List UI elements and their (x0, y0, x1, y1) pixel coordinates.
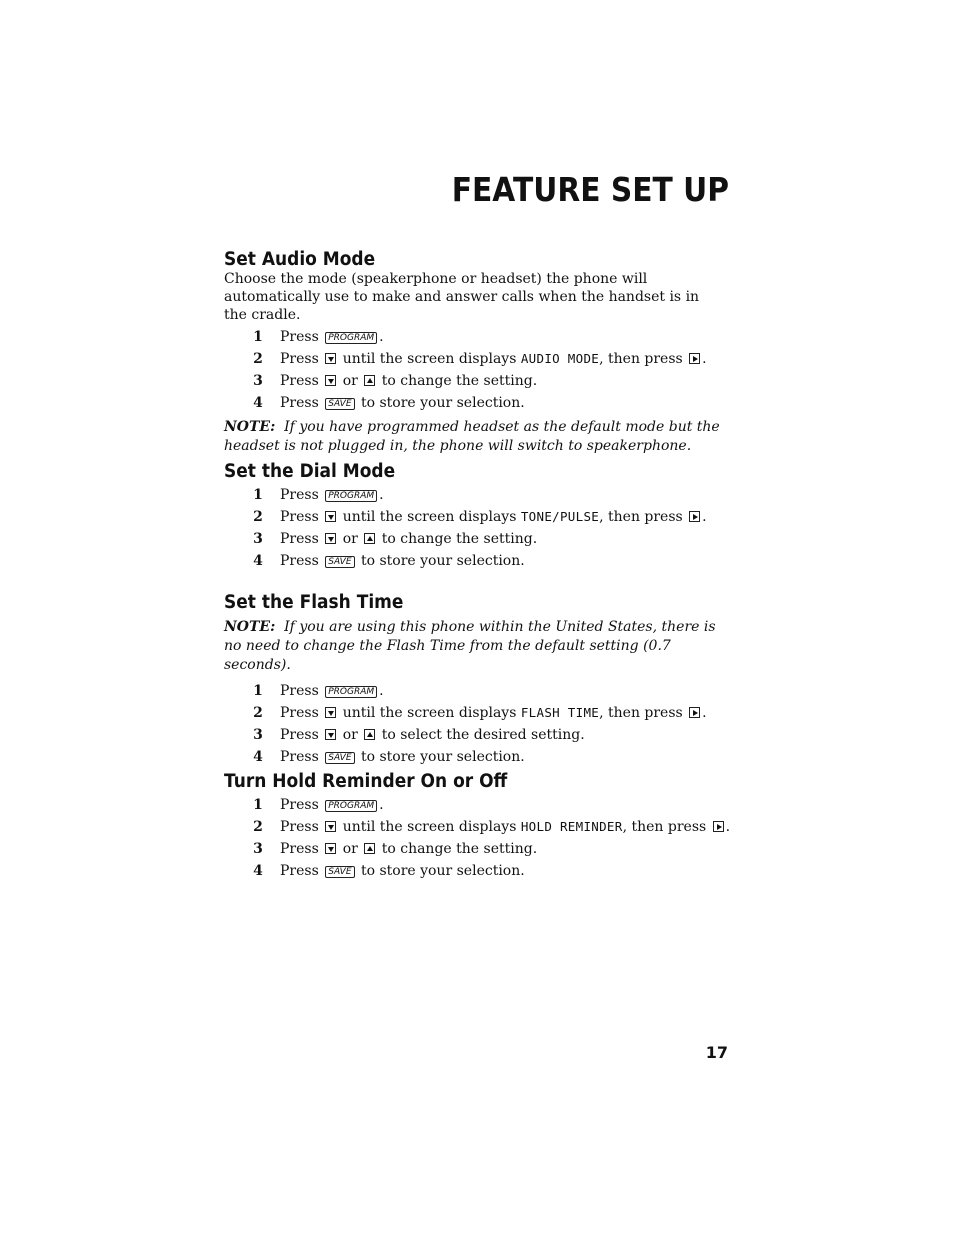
step-item: 1 Press PROGRAM . (224, 680, 724, 702)
step-item: 1 Press PROGRAM . (224, 484, 724, 506)
step-list (224, 326, 724, 414)
section-flash-time (224, 591, 724, 768)
save-key: SAVE (325, 752, 354, 764)
save-key: SAVE (325, 398, 354, 410)
step-number: 1 (253, 329, 263, 345)
note-text: If you have programmed headset as the default mode but the headset is not plugged in, the phone will switch to speakerphone. (224, 419, 720, 454)
step-number: 4 (253, 749, 263, 765)
down-arrow-key-icon (325, 707, 336, 718)
up-arrow-key-icon (364, 533, 375, 544)
right-arrow-key-icon (689, 707, 700, 718)
display-text: TONE/PULSE (520, 509, 600, 524)
step-list (224, 680, 724, 768)
page-number: 17 (705, 1043, 728, 1062)
note-label: NOTE: (224, 419, 276, 435)
step-number: 4 (253, 395, 263, 411)
step-item: 2 Press until the screen displays AUDIO MODE, then press . (224, 348, 724, 370)
step-item: 3 Press or to select the desired setting. (224, 724, 724, 746)
right-arrow-key-icon (689, 511, 700, 522)
right-arrow-key-icon (689, 353, 700, 364)
section-heading: Set Audio Mode (224, 249, 376, 270)
program-key: PROGRAM (325, 686, 377, 698)
step-number: 2 (253, 819, 263, 835)
program-key: PROGRAM (325, 490, 377, 502)
step-item: 1 Press PROGRAM . (224, 794, 724, 816)
step-number: 4 (253, 863, 263, 879)
up-arrow-key-icon (364, 843, 375, 854)
step-number: 1 (253, 683, 263, 699)
display-text: FLASH TIME (520, 705, 600, 720)
step-list (224, 484, 724, 572)
down-arrow-key-icon (325, 821, 336, 832)
down-arrow-key-icon (325, 375, 336, 386)
program-key: PROGRAM (325, 332, 377, 344)
section-heading: Set the Dial Mode (224, 461, 396, 482)
step-number: 3 (253, 841, 263, 857)
step-number: 1 (253, 797, 263, 813)
step-item: 2 Press until the screen displays FLASH TIME, then press . (224, 702, 724, 724)
step-number: 3 (253, 727, 263, 743)
display-text: AUDIO MODE (520, 351, 600, 366)
step-number: 4 (253, 553, 263, 569)
note-text: If you are using this phone within the United States, there is no need to change the Flash Time from the default setting (0.7 seconds). (224, 619, 716, 673)
section-heading: Set the Flash Time (224, 592, 404, 613)
step-number: 2 (253, 705, 263, 721)
step-item: 2 Press until the screen displays HOLD REMINDER, then press . (224, 816, 724, 838)
step-number: 3 (253, 531, 263, 547)
program-key: PROGRAM (325, 800, 377, 812)
page-title: FEATURE SET UP (451, 170, 729, 209)
section-audio-mode (224, 248, 724, 456)
step-number: 3 (253, 373, 263, 389)
step-number: 2 (253, 509, 263, 525)
step-item: 3 Press or to change the setting. (224, 370, 724, 392)
down-arrow-key-icon (325, 729, 336, 740)
note-label: NOTE: (224, 619, 276, 635)
note (224, 618, 724, 675)
down-arrow-key-icon (325, 353, 336, 364)
press-label: Press (280, 329, 319, 345)
down-arrow-key-icon (325, 843, 336, 854)
step-item: 3 Press or to change the setting. (224, 838, 724, 860)
step-number: 1 (253, 487, 263, 503)
step-number: 2 (253, 351, 263, 367)
section-intro: Choose the mode (speakerphone or headset) the phone will automatically use to make and answer calls when the handset is in the cradle. (224, 271, 700, 323)
display-text: HOLD REMINDER (520, 819, 623, 834)
down-arrow-key-icon (325, 511, 336, 522)
step-item: 3 Press or to change the setting. (224, 528, 724, 550)
step-item: 4 Press SAVE to store your selection. (224, 550, 724, 572)
section-hold-reminder (224, 770, 731, 882)
step-list (224, 794, 731, 882)
right-arrow-key-icon (713, 821, 724, 832)
down-arrow-key-icon (325, 533, 336, 544)
up-arrow-key-icon (364, 729, 375, 740)
step-item: 4 Press SAVE to store your selection. (224, 860, 724, 882)
step-item: 4 Press SAVE to store your selection. (224, 392, 724, 414)
step-item: 4 Press SAVE to store your selection. (224, 746, 724, 768)
section-heading: Turn Hold Reminder On or Off (224, 771, 508, 792)
step-item: 2 Press until the screen displays TONE/PULSE, then press . (224, 506, 724, 528)
step-item: 1 Press PROGRAM . (224, 326, 724, 348)
section-dial-mode (224, 460, 724, 572)
save-key: SAVE (325, 866, 354, 878)
save-key: SAVE (325, 556, 354, 568)
note (224, 418, 724, 456)
up-arrow-key-icon (364, 375, 375, 386)
